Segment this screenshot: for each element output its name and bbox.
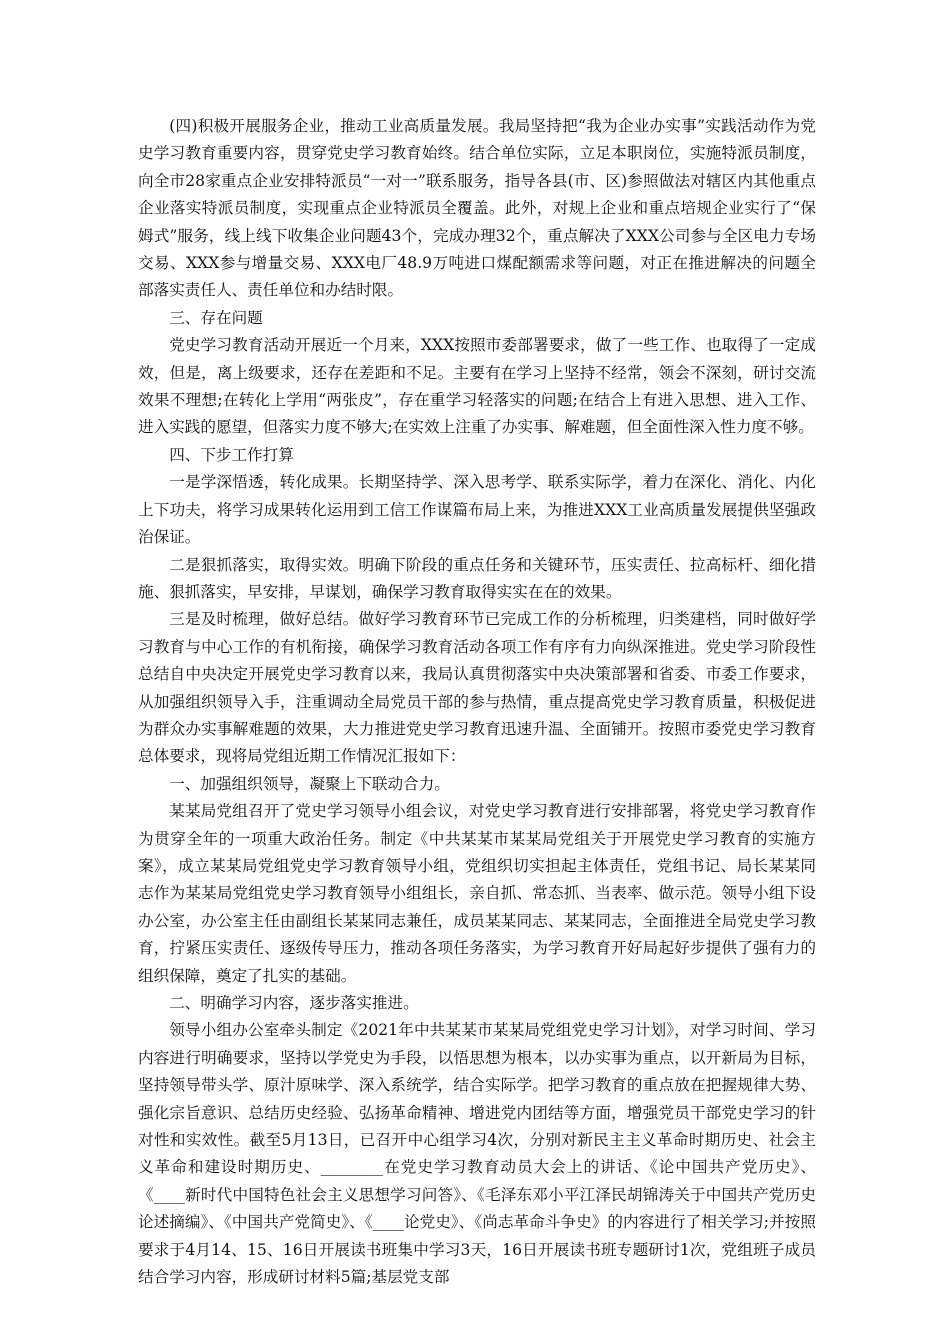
paragraph-problems: 党史学习教育活动开展近一个月来，XXX按照市委部署要求，做了一些工作、也取得了一定成效，但是，离上级要求，还存在差距和不足。主要有在学习上坚持不经常，领会不深刻，研讨交流效果不理想;在转化上学用“两张皮”，存在重学习轻落实的问题;在结合上有进入思想、进入工作、进入实践的愿望，但落实力度不够大;在实效上注重了办实事、解难题，但全面性深入性力度不够。: [138, 336, 816, 437]
paragraph-service-enterprises: (四)积极开展服务企业，推动工业高质量发展。我局坚持把“我为企业办实事”实践活动作为党史学习教育重要内容，贯穿党史学习教育始终。结合单位实际，立足本职岗位，实施特派员制度，向全市28家重点企业安排特派员“一对一”联系服务，指导各县(市、区)参照做法对辖区内其他重点企业落实特派员制度，实现重点企业特派员全覆盖。此外，对规上企业和重点培规企业实行了“保姆式”服务，线上线下收集企业问题43个，完成办理32个，重点解决了XXX公司参与全区电力专场交易、XXX参与增量交易、XXX电厂48.9万吨进口煤配额需求等问题，对正在推进解决的问题全部落实责任人、责任单位和办结时限。: [138, 117, 816, 300]
paragraph-study-content: 领导小组办公室牵头制定《2021年中共某某市某某局党组党史学习计划》，对学习时间、学习内容进行明确要求，坚持以学党史为手段，以悟思想为根本，以办实事为重点，以开新局为目标，坚持领导带头学、原汁原味学、深入系统学，结合实际学。把学习教育的重点放在把握规律大势、强化宗旨意识、总结历史经验、弘扬革命精神、增进党内团结等方面，增强党员干部党史学习的针对性和实效性。截至5月13日，已召开中心组学习4次，分别对新民主主义革命时期历史、社会主义革命和建设时期历史、________在党史学习教育动员大会上的讲话、《论中国共产党历史》、《____新时代中国特色社会主义思想学习问答》、《毛泽东邓小平江泽民胡锦涛关于中国共产党历史论述摘编》、《中国共产党简史》、《____论党史》、《尚志革命斗争史》的内容进行了相关学习;并按照要求于4月14、15、16日开展读书班集中学习3天，16日开展读书班专题研讨1次，党组班子成员结合学习内容，形成研讨材料5篇;基层党支部: [138, 1021, 816, 1287]
paragraph-next-step-1: 一是学深悟透，转化成果。长期坚持学、深入思考学、联系实际学，着力在深化、消化、内化上下功夫，将学习成果转化运用到工信工作谋篇布局上来，为推进XXX工业高质量发展提供坚强政治保证。: [138, 473, 816, 547]
paragraph-organization-leadership: 某某局党组召开了党史学习领导小组会议，对党史学习教育进行安排部署，将党史学习教育作为贯穿全年的一项重大政治任务。制定《中共某某市某某局党组关于开展党史学习教育的实施方案》，成立某某局党组党史学习教育领导小组，党组织切实担起主体责任，党组书记、局长某某同志作为某某局党组党史学习教育领导小组组长，亲自抓、常态抓、当表率、做示范。领导小组下设办公室，办公室主任由副组长某某同志兼任，成员某某同志、某某同志，全面推进全局党史学习教育，拧紧压实责任、逐级传导压力，推动各项任务落实，为学习教育开好局起好步提供了强有力的组织保障，奠定了扎实的基础。: [138, 802, 816, 985]
heading-existing-problems: 三、存在问题: [169, 308, 263, 327]
heading-study-content: 二、明确学习内容，逐步落实推进。: [169, 994, 419, 1012]
heading-next-steps: 四、下步工作打算: [169, 445, 294, 464]
document-body: [138, 113, 816, 1291]
paragraph-next-step-2: 二是狠抓落实，取得实效。明确下阶段的重点任务和关键环节，压实责任、拉高标杆、细化措施、狠抓落实，早安排，早谋划，确保学习教育取得实实在在的效果。: [138, 555, 816, 601]
paragraph-next-step-3: 三是及时梳理，做好总结。做好学习教育环节已完成工作的分析梳理，归类建档，同时做好学习教育与中心工作的有机衔接，确保学习教育活动各项工作有序有力向纵深推进。党史学习阶段性总结自中央决定开展党史学习教育以来，我局认真贯彻落实中央决策部署和省委、市委工作要求，从加强组织领导入手，注重调动全局党员干部的参与热情，重点提高党史学习教育质量，积极促进为群众办实事解难题的效果，大力推进党史学习教育迅速升温、全面铺开。按照市委党史学习教育总体要求，现将局党组近期工作情况汇报如下：: [138, 610, 816, 766]
heading-organization-leadership: 一、加强组织领导，凝聚上下联动合力。: [169, 774, 450, 793]
